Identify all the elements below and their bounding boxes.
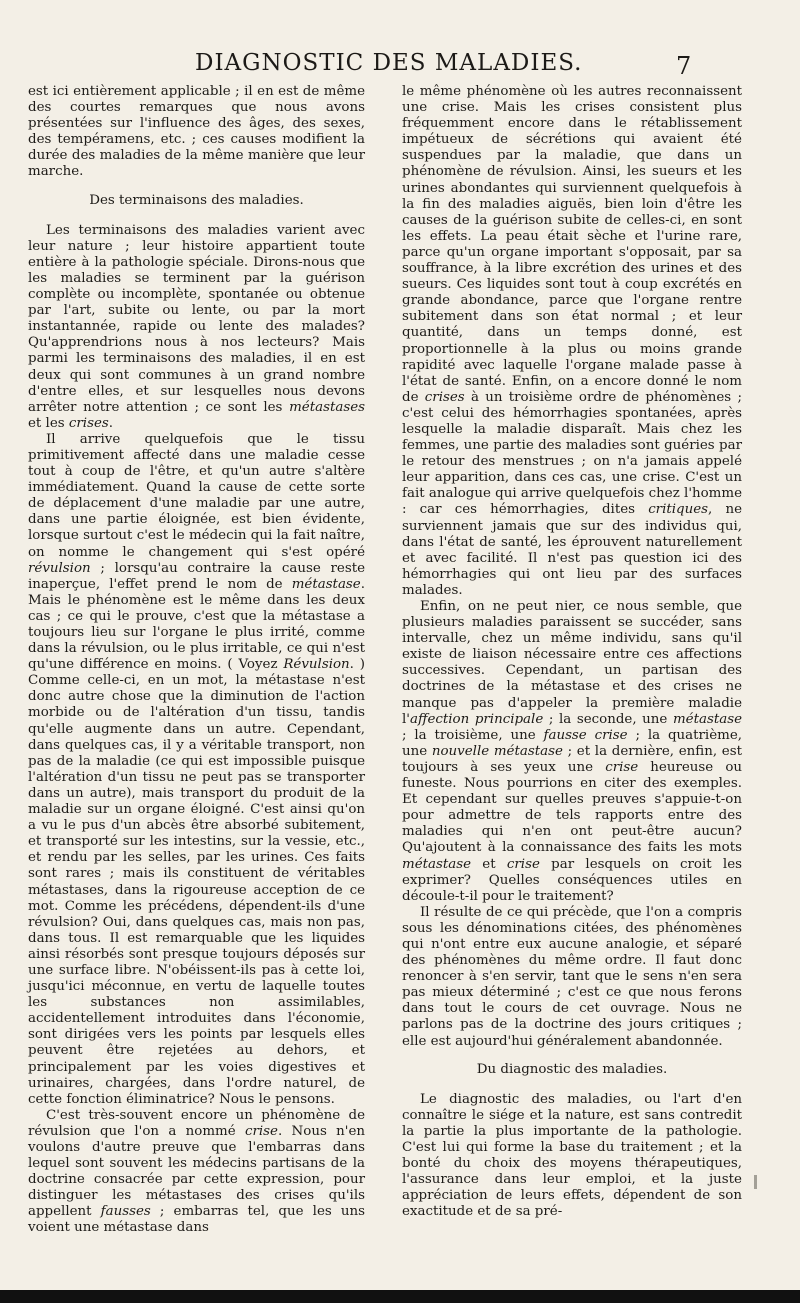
emphasis: fausse crise (543, 727, 628, 743)
paragraph: Il arrive quelquefois que le tissu primitivement affecté dans une maladie cesse tout à coup de l'être, et qu'un autre s'altère immédiatement. Quand la cause de cette sorte de déplacement d'une maladie par une autre, dans une partie éloignée, est bien évidente, lorsque surtout c'est le médecin qui la fait naître, on nomme le changement qui s'est opéré révulsion ; lorsqu'au contraire la cause reste inaperçue, l'effet prend le nom de métastase. Mais le phénomène est le même dans les deux cas ; ce qui le prouve, c'est que la métastase a toujours lieu sur l'organe le plus irrité, comme dans la révulsion, ou le plus irritable, ce qui n'est qu'une différence en moins. ( Voyez Révulsion. ) Comme celle-ci, en un mot, la métastase n'est donc autre chose que la diminution de l'action morbide ou de l'altération d'un tissu, tandis qu'elle augmente dans un autre. Cependant, dans quelques cas, il y a véritable transport, non pas de la maladie (ce qui est impossible puisque l'altération d'un tissu ne peut pas se transporter dans un autre), mais transport du produit de la maladie sur un organe éloigné. C'est ainsi qu'on a vu le pus d'un abcès être absorbé subitement, et transporté sur les intestins, sur la vessie, etc., et rendu par les selles, par les urines. Ces faits sont rares ; mais ils constituent de véritables métastases, dans la rigoureuse acception de ce mot. Comme les précédens, dépendent-ils d'une révulsion? Oui, dans quelques cas, mais non pas, dans tous. Il est remarquable que les liquides ainsi résorbés sont presque toujours déposés sur une surface libre. N'obéissent-ils pas à cette loi, jusqu'ici méconnue, en vertu de laquelle toutes les substances non assimilables, accidentellement introduites dans l'économie, sont dirigées vers les points par lesquels elles peuvent être rejetées au dehors, et principalement par les voies digestives et urinaires, chargées, dans l'ordre naturel, de cette fonction éliminatrice? Nous le pensons. (28, 431, 365, 1107)
emphasis: Révulsion (283, 657, 350, 673)
right-column (402, 84, 742, 1220)
emphasis: métastase (672, 711, 742, 727)
paragraph: C'est très-souvent encore un phénomène de révulsion que l'on a nommé crise. Nous n'en voulons d'autre preuve que l'embarras dans lequel sont souvent les médecins partisans de la doctrine consacrée par cette expression, pour distinguer les métastases des crises qu'ils appellent fausses ; embarras tel, que les uns voient une métastase dans (28, 1107, 365, 1236)
paragraph: Les terminaisons des maladies varient avec leur nature ; leur histoire appartient toute entière à la pathologie spéciale. Dirons-nous que les maladies se terminent par la guérison complète ou incomplète, spontanée ou obtenue par l'art, subite ou lente, ou par la mort instantannée, rapide ou lente des malades? Qu'apprendrions nous à nos lecteurs? Mais parmi les terminaisons des maladies, il en est deux qui sont communes à un grand nombre d'entre elles, et sur lesquelles nous devons arrêter notre attention ; ce sont les métastases et les crises. (28, 222, 365, 431)
scan-smudge (754, 1175, 757, 1189)
page-number: 7 (676, 52, 692, 80)
emphasis: critiques (648, 502, 709, 518)
emphasis: crise (605, 759, 639, 775)
section-heading: Des terminaisons des maladies. (89, 192, 304, 208)
emphasis: nouvelle métastase (431, 743, 563, 759)
scan-edge (0, 1290, 800, 1303)
paragraph: Le diagnostic des maladies, ou l'art d'en connaître le siége et la nature, est sans contredit la partie la plus importante de la pathologie. C'est lui qui forme la base du traitement ; et la bonté du choix des moyens thérapeutiques, l'assurance dans leur emploi, et la juste appréciation de leurs effets, dépendent de son exactitude et de sa pré- (402, 1091, 742, 1220)
emphasis: révulsion (28, 560, 91, 576)
paragraph: Il résulte de ce qui précède, que l'on a compris sous les dénominations citées, des phénomènes qui n'ont entre eux aucune analogie, et séparé des phénomènes du même ordre. Il faut donc renoncer à s'en servir, tant que le sens n'en sera pas mieux déterminé ; c'est ce que nous ferons dans tout le cours de cet ouvrage. Nous ne parlons pas de la doctrine des jours critiques ; elle est aujourd'hui généralement abandonnée. (402, 904, 742, 1049)
emphasis: métastase (291, 576, 361, 592)
emphasis: fausses (100, 1204, 151, 1220)
emphasis: crise (506, 856, 540, 872)
emphasis: crise (244, 1123, 278, 1139)
emphasis: métastases (289, 399, 365, 415)
left-column (28, 84, 365, 1237)
running-title: DIAGNOSTIC DES MALADIES. (195, 50, 583, 76)
paragraph: Enfin, on ne peut nier, ce nous semble, que plusieurs maladies paraissent se succéder, sans intervalle, chez un même individu, sans qu'il existe de liaison nécessaire entre ces affections successives. Cependant, un partisan des doctrines de la métastase et des crises ne manque pas d'appeler la première maladie l'affection principale ; la seconde, une métastase ; la troisième, une fausse crise ; la quatrième, une nouvelle métastase ; et la dernière, enfin, est toujours à ses yeux une crise heureuse ou funeste. Nous pourrions en citer des exemples. Et cependant sur quelles preuves s'appuie-t-on pour admettre de tels rapports entre des maladies qui n'en ont peut-être aucun? Qu'ajoutent à la connaissance des faits les mots métastase et crise par lesquels on croit les exprimer? Quelles conséquences utiles en découle-t-il pour le traitement? (402, 599, 743, 904)
paragraph: est ici entièrement applicable ; il en est de même des courtes remarques que nous avons présentées sur l'influence des âges, des sexes, des tempéramens, etc. ; ces causes modifient la durée des maladies de la même manière que leur marche. (28, 84, 365, 180)
section-heading: Du diagnostic des maladies. (476, 1061, 668, 1077)
emphasis: métastase (402, 856, 472, 872)
emphasis: crises (424, 389, 465, 405)
emphasis: affection principale (409, 711, 544, 727)
paragraph: le même phénomène où les autres reconnaissent une crise. Mais les crises consistent plus fréquemment encore dans le rétablissement impétueux de sécrétions qui avaient été suspendues par la maladie, que dans un phénomène de révulsion. Ainsi, les sueurs et les urines abondantes qui surviennent quelquefois à la fin des maladies aiguës, bien loin d'être les causes de la guérison subite de celles-ci, en sont les effets. La peau était sèche et l'urine rare, parce qu'un organe important s'opposait, par sa souffrance, à la libre excrétion des urines et des sueurs. Ces liquides sont tout à coup excrétés en grande abondance, parce que l'organe rentre subitement dans son état normal ; et leur quantité, dans un temps donné, est proportionnelle à la plus ou moins grande rapidité avec laquelle l'organe malade passe à l'état de santé. Enfin, on a encore donné le nom de crises à un troisième ordre de phénomènes ; c'est celui des hémorrhagies spontanées, après lesquelle la maladie disparaît. Mais chez les femmes, une partie des maladies sont guéries par le retour des menstrues ; on n'a jamais appelé leur apparition, dans ces cas, une crise. C'est un fait analogue qui arrive quelquefois chez l'homme : car ces hémorrhagies, dites critiques, ne surviennent jamais que sur des individus qui, dans l'état de santé, les éprouvent naturellement et avec facilité. Il n'est pas question ici des hémorrhagies qui ont lieu par des surfaces malades. (402, 84, 743, 598)
emphasis: crises (68, 415, 109, 431)
